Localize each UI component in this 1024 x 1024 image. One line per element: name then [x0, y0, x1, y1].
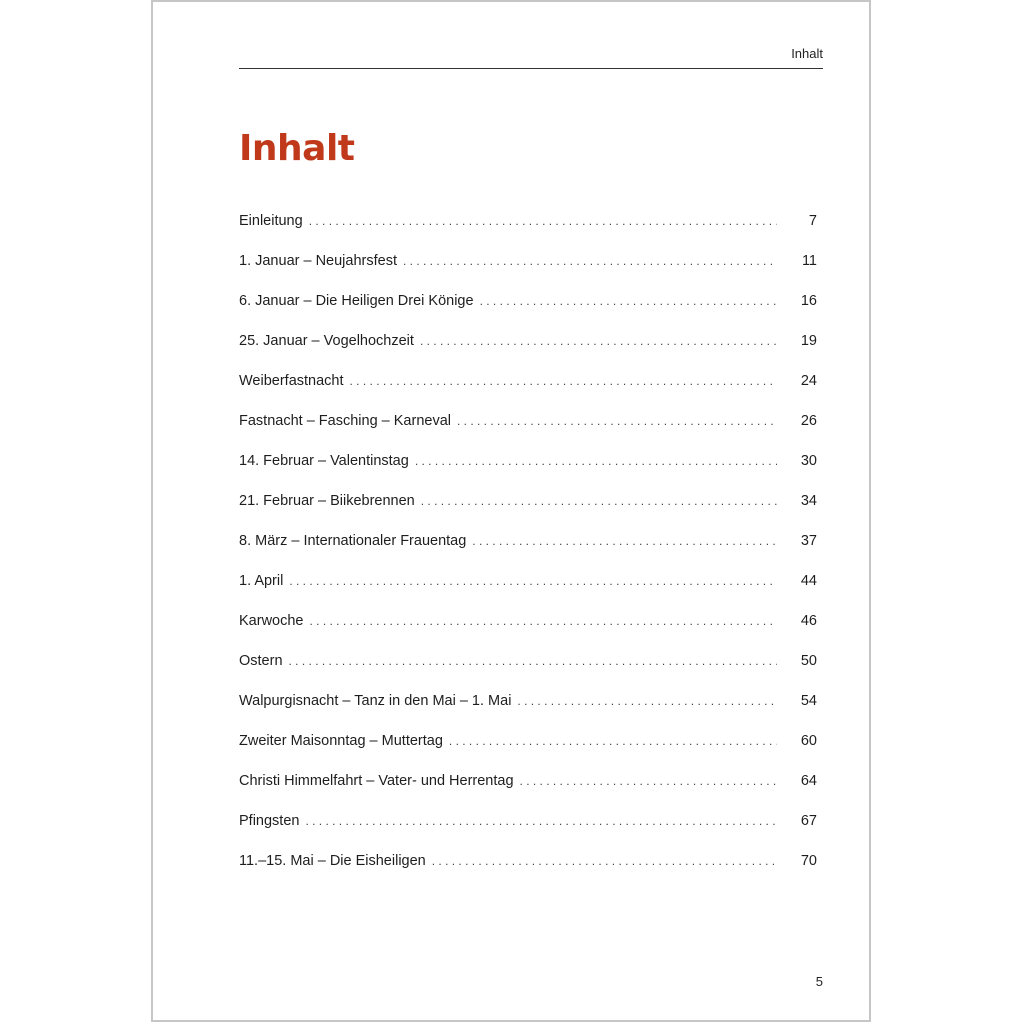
toc-entry-page-number: 11	[801, 253, 817, 269]
toc-entry[interactable]	[239, 245, 817, 285]
table-of-contents	[239, 205, 817, 885]
toc-entry-label: Weiberfastnacht	[239, 373, 344, 389]
toc-entry-label: Pfingsten	[239, 813, 300, 829]
toc-entry-label: 1. April	[239, 573, 284, 589]
toc-entry[interactable]	[239, 725, 817, 765]
toc-entry-label: Christi Himmelfahrt – Vater- und Herrentag	[239, 773, 514, 789]
toc-entry[interactable]	[239, 285, 817, 325]
toc-entry-page-number: 7	[808, 213, 817, 229]
toc-entry[interactable]	[239, 365, 817, 405]
toc-dot-leader	[457, 405, 777, 437]
toc-dot-leader	[289, 565, 777, 597]
toc-dot-leader	[517, 685, 777, 717]
toc-entry[interactable]	[239, 405, 817, 445]
toc-entry[interactable]	[239, 525, 817, 565]
toc-entry[interactable]	[239, 605, 817, 645]
toc-entry-label: Einleitung	[239, 213, 303, 229]
toc-dot-leader	[309, 605, 777, 637]
toc-entry-page-number: 46	[800, 613, 817, 629]
toc-entry-page-number: 60	[800, 733, 817, 749]
toc-dot-leader	[350, 365, 777, 397]
toc-entry-page-number: 54	[800, 693, 817, 709]
toc-entry-page-number: 64	[800, 773, 817, 789]
toc-entry-label: 21. Februar – Biikebrennen	[239, 493, 415, 509]
toc-dot-leader	[480, 285, 777, 317]
toc-entry-page-number: 50	[800, 653, 817, 669]
toc-entry[interactable]	[239, 445, 817, 485]
toc-entry-label: 11.–15. Mai – Die Eisheiligen	[239, 853, 426, 869]
toc-dot-leader	[520, 765, 777, 797]
toc-entry-label: 6. Januar – Die Heiligen Drei Könige	[239, 293, 474, 309]
toc-dot-leader	[449, 725, 777, 757]
toc-entry[interactable]	[239, 325, 817, 365]
toc-dot-leader	[421, 485, 777, 517]
toc-entry-page-number: 44	[800, 573, 817, 589]
toc-entry-page-number: 67	[800, 813, 817, 829]
toc-dot-leader	[403, 245, 777, 277]
running-header-label: Inhalt	[791, 46, 823, 61]
toc-dot-leader	[420, 325, 777, 357]
toc-entry-label: Walpurgisnacht – Tanz in den Mai – 1. Mai	[239, 693, 512, 709]
page-title: Inhalt	[239, 128, 355, 169]
page-number: 5	[815, 974, 823, 989]
toc-dot-leader	[289, 645, 777, 677]
toc-entry[interactable]	[239, 765, 817, 805]
toc-entry[interactable]	[239, 805, 817, 845]
toc-entry-label: Fastnacht – Fasching – Karneval	[239, 413, 451, 429]
toc-entry[interactable]	[239, 565, 817, 605]
toc-entry-page-number: 16	[800, 293, 817, 309]
toc-entry-page-number: 70	[800, 853, 817, 869]
toc-entry-page-number: 30	[800, 453, 817, 469]
toc-entry-page-number: 19	[800, 333, 817, 349]
toc-dot-leader	[472, 525, 777, 557]
toc-entry-label: Karwoche	[239, 613, 304, 629]
toc-dot-leader	[415, 445, 777, 477]
toc-entry-label: 1. Januar – Neujahrsfest	[239, 253, 397, 269]
toc-entry[interactable]	[239, 845, 817, 885]
toc-entry-page-number: 34	[800, 493, 817, 509]
toc-entry[interactable]	[239, 205, 817, 245]
toc-entry-label: Ostern	[239, 653, 283, 669]
toc-entry-label: Zweiter Maisonntag – Muttertag	[239, 733, 443, 749]
toc-entry-page-number: 26	[800, 413, 817, 429]
toc-entry-label: 8. März – Internationaler Frauentag	[239, 533, 467, 549]
toc-entry-page-number: 24	[800, 373, 817, 389]
book-page	[151, 0, 871, 1022]
toc-entry[interactable]	[239, 645, 817, 685]
toc-entry[interactable]	[239, 485, 817, 525]
toc-dot-leader	[305, 805, 777, 837]
toc-entry[interactable]	[239, 685, 817, 725]
toc-entry-page-number: 37	[800, 533, 817, 549]
running-header	[239, 44, 823, 69]
toc-entry-label: 25. Januar – Vogelhochzeit	[239, 333, 414, 349]
toc-dot-leader	[432, 845, 777, 877]
toc-entry-label: 14. Februar – Valentinstag	[239, 453, 409, 469]
toc-dot-leader	[309, 205, 777, 237]
